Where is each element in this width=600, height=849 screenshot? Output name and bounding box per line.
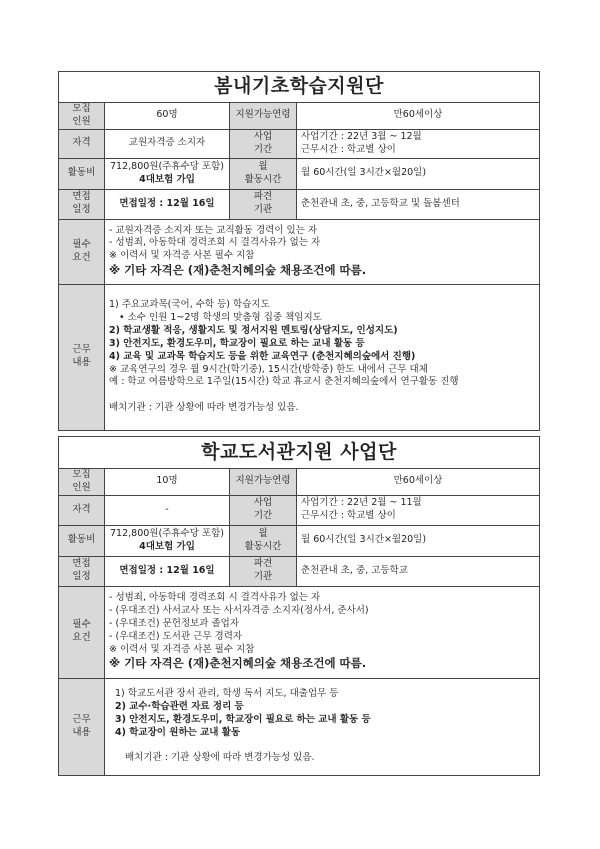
month-label: 월 활동시간 (230, 525, 297, 556)
req-line: - (우대조건) 사서교사 또는 사서자격증 소지자(정사서, 준사서) (109, 605, 369, 617)
req-line: - (우대조건) 문헌정보과 졸업자 (109, 617, 240, 629)
req-line: ※ 이력서 및 자격증 사본 필수 지참 (109, 250, 255, 262)
info-table (58, 71, 540, 431)
pay-line: 712,800원(주휴수당 포함) (110, 527, 224, 539)
req-line: ※ 이력서 및 자격증 사본 필수 지참 (109, 643, 255, 655)
age-value: 만60세이상 (297, 469, 540, 496)
period-line: 근무시간 : 학교별 상이 (301, 510, 396, 522)
req-line: - 교원자격증 소지자 또는 교직활동 경력이 있는 자 (109, 224, 318, 236)
pay-label: 활동비 (59, 158, 105, 189)
req-label: 필수 요건 (59, 586, 105, 678)
pay-line: 712,800원(주휴수당 포함) (110, 160, 224, 172)
period-line: 사업기간 : 22년 3월 ~ 12월 (301, 130, 422, 142)
work-line (115, 739, 535, 752)
qual-label: 자격 (59, 129, 105, 158)
work-label: 근무 내용 (59, 284, 105, 430)
work-line: 4) 학교장이 원하는 교내 활동 (115, 726, 241, 738)
work-label: 근무 내용 (59, 678, 105, 775)
section-library (58, 436, 540, 776)
qual-value: - (105, 495, 230, 525)
pay-value (105, 158, 230, 189)
month-value: 월 60시간(일 3시간×월20일) (297, 158, 540, 189)
recruit-value: 10명 (105, 469, 230, 496)
period-label: 사업 기간 (230, 495, 297, 525)
work-line: 3) 안전지도, 환경도우미, 학교장이 필요로 하는 교내 활동 등 (109, 337, 365, 349)
section-bomnae (58, 71, 540, 431)
dispatch-value: 춘천관내 초, 중, 고등학교 및 돌봄센터 (297, 189, 540, 219)
pay-value (105, 525, 230, 556)
dispatch-value: 춘천관내 초, 중, 고등학교 (297, 556, 540, 586)
work-line: 배치기관 : 기관 상황에 따라 변경가능성 있음. (125, 752, 315, 764)
req-note: ※ 기타 자격은 (재)춘천지혜의숲 채용조건에 따름. (109, 656, 367, 671)
period-value (297, 495, 540, 525)
req-line: - 성범죄, 아동학대 경력조회 시 결격사유가 없는 자 (109, 237, 321, 249)
req-line: - (우대조건) 도서관 근무 경력자 (109, 630, 243, 642)
qual-label: 자격 (59, 495, 105, 525)
work-line: 예 : 학교 여름방학으로 1주일(15시간) 학교 휴교시 춘천지혜의숲에서 연구활동 진행 (109, 376, 459, 388)
period-line: 근무시간 : 학교별 상이 (301, 143, 396, 155)
month-label: 월 활동시간 (230, 158, 297, 189)
work-line: 4) 교육 및 교과목 학습지도 등을 위한 교육연구 (춘천지혜의숲에서 진행) (109, 350, 416, 362)
insurance-line: 4대보험 가입 (139, 173, 195, 185)
age-value: 만60세이상 (297, 103, 540, 130)
work-line: 2) 교수·학습관련 자료 정리 등 (115, 701, 244, 712)
period-line: 사업기간 : 22년 2월 ~ 11월 (301, 497, 422, 509)
work-line: 1) 학교도서관 장서 관리, 학생 독서 지도, 대출업무 등 (115, 688, 339, 700)
work-line: • 소수 인원 1~2명 학생의 맞춤형 집중 책임지도 (119, 312, 322, 324)
req-label: 필수 요건 (59, 219, 105, 284)
work-line: 3) 안전지도, 환경도우미, 학교장이 필요로 하는 교내 활동 등 (115, 713, 371, 725)
recruit-label: 모집 인원 (59, 469, 105, 496)
recruit-value: 60명 (105, 103, 230, 130)
dispatch-label: 파견 기관 (230, 556, 297, 586)
period-value (297, 129, 540, 158)
age-label: 지원가능연령 (230, 469, 297, 496)
req-content (105, 219, 540, 284)
interview-label: 면접 일정 (59, 556, 105, 586)
month-value: 월 60시간(일 3시간×월20일) (297, 525, 540, 556)
age-label: 지원가능연령 (230, 103, 297, 130)
work-line: 배치기관 : 기관 상황에 따라 변경가능성 있음. (109, 401, 299, 413)
work-line: 1) 주요교과목(국어, 수학 등) 학습지도 (109, 299, 270, 311)
work-line: ※ 교육연구의 경우 월 9시간(학기중), 15시간(방학중) 한도 내에서 근무 대체 (109, 363, 428, 375)
dispatch-label: 파견 기관 (230, 189, 297, 219)
req-note: ※ 기타 자격은 (재)춘천지혜의숲 채용조건에 따름. (109, 263, 367, 278)
work-content (105, 284, 540, 430)
req-line: - 성범죄, 아동학대 경력조회 시 결격사유가 없는 자 (109, 592, 321, 604)
section-title: 봄내기초학습지원단 (59, 72, 540, 103)
info-table (58, 436, 540, 776)
recruit-label: 모집 인원 (59, 103, 105, 130)
interview-value: 면접일정 : 12월 16일 (105, 189, 230, 219)
interview-label: 면접 일정 (59, 189, 105, 219)
pay-label: 활동비 (59, 525, 105, 556)
section-title: 학교도서관지원 사업단 (59, 437, 540, 469)
qual-value: 교원자격증 소지자 (105, 129, 230, 158)
work-content (105, 678, 540, 775)
period-label: 사업 기간 (230, 129, 297, 158)
req-content (105, 586, 540, 678)
work-line (109, 389, 535, 402)
interview-value: 면접일정 : 12월 16일 (105, 556, 230, 586)
work-line: 2) 학교생활 적응, 생활지도 및 정서지원 멘토링(상담지도, 인성지도) (109, 325, 398, 337)
insurance-line: 4대보험 가입 (139, 540, 195, 552)
